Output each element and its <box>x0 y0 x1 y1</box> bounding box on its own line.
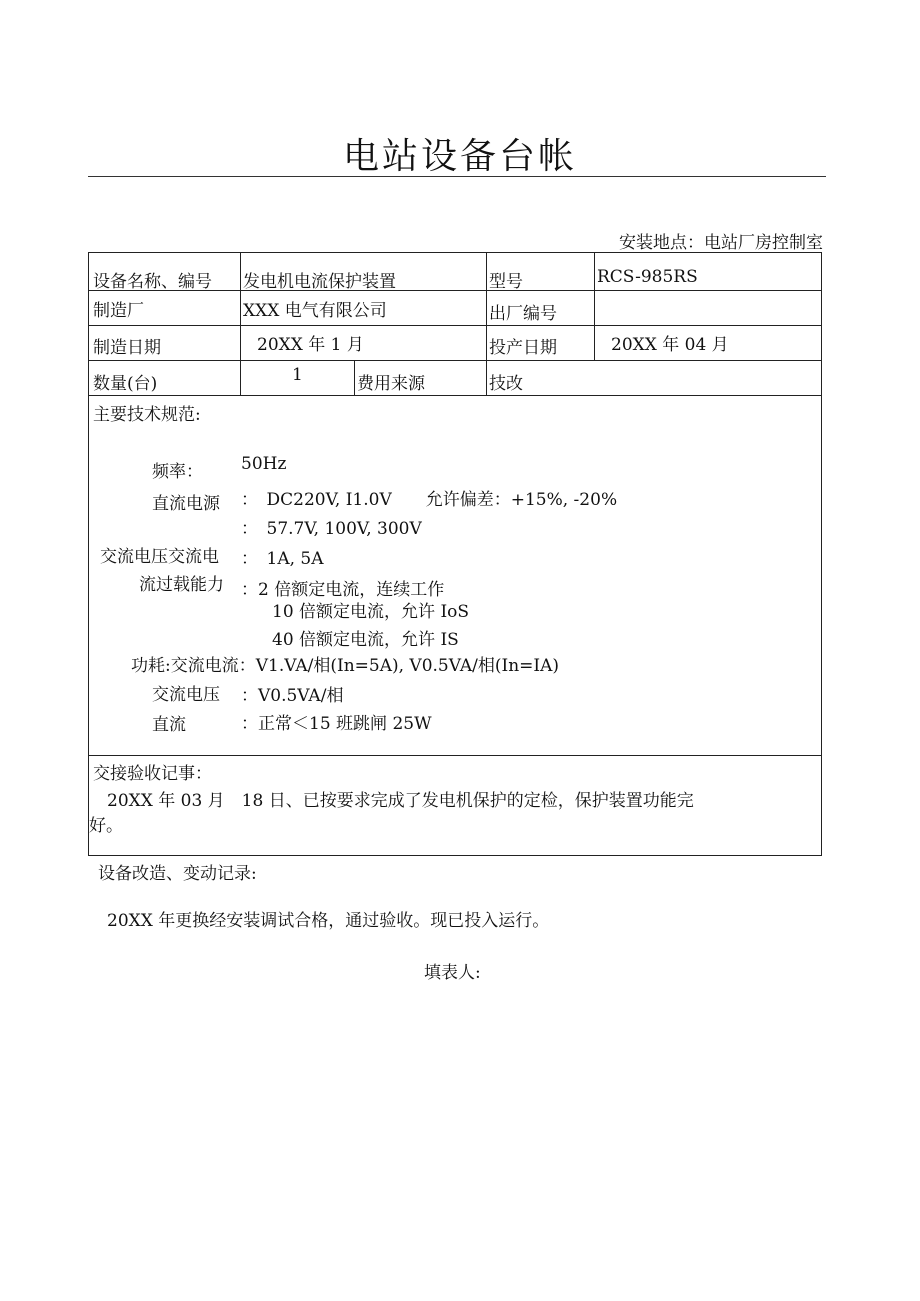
power-ac-voltage-value: ：V0.5VA/相 <box>241 686 344 706</box>
overload-line-2: 10 倍额定电流，允许 IoS <box>272 602 470 622</box>
manufacturer-value: XXX 电气有限公司 <box>243 301 387 321</box>
column-divider <box>240 253 241 395</box>
serial-number-label: 出厂编号 <box>489 304 557 324</box>
power-consumption-line: 功耗:交流电流：V1.VA/相(In=5A), V0.5VA/相(In=IA) <box>131 656 560 676</box>
model-label: 型号 <box>489 272 523 292</box>
ac-voltage-current-label: 交流电压交流电 <box>100 547 219 567</box>
dc-supply-value: ： DC220V, I1.0V 允许偏差：+15%, -20% <box>241 490 618 510</box>
equipment-name-value: 发电机电流保护装置 <box>243 272 396 292</box>
modification-record-text: 20XX 年更换经安装调试合格，通过验收。现已投入运行。 <box>107 911 550 931</box>
model-value: RCS-985RS <box>597 267 698 287</box>
column-divider <box>594 253 595 360</box>
power-ac-voltage-label: 交流电压 <box>152 685 220 705</box>
overload-line-1: ：2 倍额定电流，连续工作 <box>241 580 445 600</box>
frequency-label: 频率： <box>152 462 203 482</box>
title-underline <box>88 176 826 177</box>
install-location: 安装地点：电站厂房控制室 <box>619 233 823 253</box>
row-divider <box>89 755 821 756</box>
manufacture-date-value: 20XX 年 1 月 <box>257 335 364 355</box>
funding-source-value: 技改 <box>489 374 523 394</box>
overload-line-3: 40 倍额定电流，允许 IS <box>272 630 459 650</box>
quantity-label: 数量(台) <box>93 374 158 394</box>
filled-by-label: 填表人: <box>424 963 481 983</box>
column-divider <box>486 253 487 395</box>
row-divider <box>89 325 821 326</box>
frequency-value: 50Hz <box>241 454 287 474</box>
manufacture-date-label: 制造日期 <box>93 338 161 358</box>
modification-record-label: 设备改造、变动记录: <box>98 864 257 884</box>
equipment-ledger-table <box>88 252 822 856</box>
quantity-value: 1 <box>292 365 303 385</box>
ac-current-value: ： 1A, 5A <box>241 549 324 569</box>
manufacturer-label: 制造厂 <box>93 301 144 321</box>
funding-source-label: 费用来源 <box>357 374 425 394</box>
acceptance-line-2: 好。 <box>89 816 123 836</box>
column-divider <box>354 360 355 395</box>
row-divider <box>89 395 821 396</box>
document-title: 电站设备台帐 <box>342 136 577 177</box>
power-dc-label: 直流 <box>152 715 186 735</box>
overload-capacity-label: 流过载能力 <box>139 575 224 595</box>
acceptance-heading: 交接验收记事： <box>93 764 212 784</box>
commission-date-label: 投产日期 <box>489 338 557 358</box>
row-divider <box>89 360 821 361</box>
ac-voltage-value: ： 57.7V, 100V, 300V <box>241 519 422 539</box>
dc-supply-label: 直流电源 <box>152 494 220 514</box>
power-dc-value: ：正常＜15 班跳闸 25W <box>241 714 432 734</box>
acceptance-line-1: 20XX 年 03 月 18 日、已按要求完成了发电机保护的定检，保护装置功能完 <box>107 791 694 811</box>
equipment-name-label: 设备名称、编号 <box>93 272 212 292</box>
commission-date-value: 20XX 年 04 月 <box>611 335 729 355</box>
specs-heading: 主要技术规范: <box>93 405 201 425</box>
